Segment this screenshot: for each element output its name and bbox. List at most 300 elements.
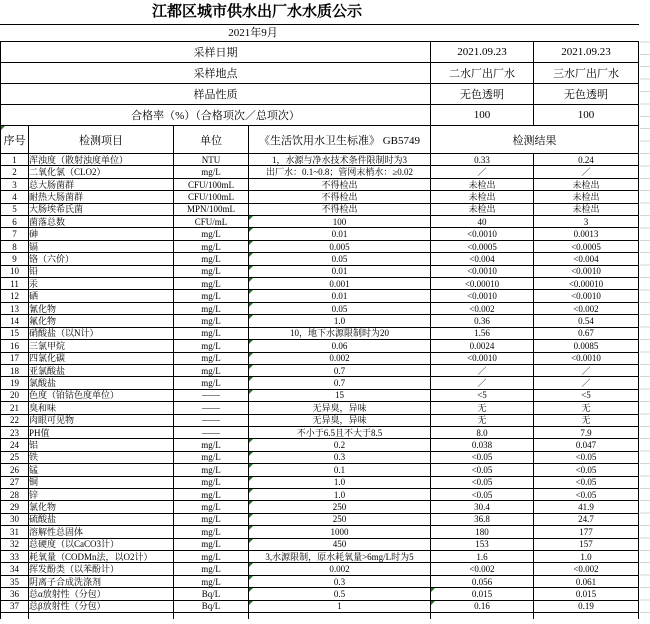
cell-standard[interactable]	[249, 415, 431, 427]
cell-result1[interactable]	[431, 166, 534, 178]
cell-text: mg/L	[201, 452, 221, 463]
cell-item[interactable]	[29, 526, 174, 538]
cell-standard[interactable]	[249, 514, 431, 526]
cell-no[interactable]	[1, 166, 29, 178]
cell-standard[interactable]	[249, 576, 431, 588]
cell-unit[interactable]	[174, 179, 249, 191]
cell-result1[interactable]	[431, 278, 534, 290]
cell-no[interactable]	[1, 415, 29, 427]
cell-result1[interactable]	[431, 539, 534, 551]
cell-standard[interactable]	[249, 204, 431, 216]
cell-result2[interactable]	[534, 427, 639, 439]
cell-standard[interactable]	[249, 588, 431, 600]
cell-text: 大肠埃希氏菌	[29, 204, 84, 215]
cell-no[interactable]	[1, 377, 29, 389]
cell-result1[interactable]	[431, 204, 534, 216]
cell-unit[interactable]	[174, 501, 249, 513]
cell-no[interactable]	[1, 290, 29, 302]
cell-text: 0.33	[474, 154, 490, 165]
cell-standard[interactable]	[249, 377, 431, 389]
cell-result2[interactable]	[534, 576, 639, 588]
cell-text: <0.05	[575, 477, 597, 488]
cell-result1[interactable]	[431, 464, 534, 476]
cell-result1[interactable]	[431, 353, 534, 365]
cell-no[interactable]	[1, 328, 29, 340]
cell-text: mg/L	[201, 253, 221, 264]
cell-item[interactable]	[29, 390, 174, 402]
cell-unit[interactable]	[174, 601, 249, 613]
info-label-sample-nature[interactable]	[1, 84, 431, 105]
cell-text: <0.0010	[467, 266, 497, 277]
cell-item[interactable]	[29, 328, 174, 340]
cell-unit[interactable]	[174, 166, 249, 178]
cell-unit[interactable]	[174, 154, 249, 166]
table-row	[1, 402, 639, 414]
cell-no[interactable]	[1, 390, 29, 402]
cell-no[interactable]	[1, 154, 29, 166]
page-title: 江都区城市供水出厂水水质公示	[151, 4, 362, 20]
cell-result2[interactable]	[534, 452, 639, 464]
cell-text: 1000	[330, 526, 349, 537]
cell-item[interactable]	[29, 353, 174, 365]
cell-text: 0.015	[471, 588, 493, 599]
cell-standard[interactable]	[249, 290, 431, 302]
cell-no[interactable]	[1, 353, 29, 365]
cell-result2[interactable]	[534, 501, 639, 513]
cell-result1[interactable]	[431, 601, 534, 613]
cell-no[interactable]	[1, 402, 29, 414]
table-row	[1, 514, 639, 526]
cell-result1[interactable]	[431, 551, 534, 563]
info-value-plant3-nature[interactable]	[534, 84, 639, 105]
cell-unit[interactable]	[174, 365, 249, 377]
cell-unit[interactable]	[174, 278, 249, 290]
info-label-sampling-date[interactable]	[1, 42, 431, 63]
cell-result2[interactable]	[534, 551, 639, 563]
cell-item[interactable]	[29, 489, 174, 501]
cell-result1[interactable]	[431, 191, 534, 203]
cell-unit[interactable]	[174, 253, 249, 265]
table-row	[1, 365, 639, 377]
cell-item[interactable]	[29, 179, 174, 191]
cell-result1[interactable]	[431, 340, 534, 352]
cell-no[interactable]	[1, 303, 29, 315]
cell-text: 177	[579, 526, 593, 537]
cell-standard[interactable]	[249, 402, 431, 414]
table-row	[1, 266, 639, 278]
cell-result2[interactable]	[534, 464, 639, 476]
cell-result1[interactable]	[431, 489, 534, 501]
cell-item[interactable]	[29, 501, 174, 513]
col-header-unit[interactable]	[174, 126, 249, 154]
col-header-result[interactable]	[431, 126, 639, 154]
cell-text: 32	[10, 539, 19, 550]
cell-unit[interactable]	[174, 216, 249, 228]
cell-standard[interactable]	[249, 539, 431, 551]
cell-result2[interactable]	[534, 489, 639, 501]
cell-text: 3	[583, 216, 589, 227]
cell-standard[interactable]	[249, 278, 431, 290]
cell-no[interactable]	[1, 464, 29, 476]
cell-unit[interactable]	[174, 539, 249, 551]
cell-standard[interactable]	[249, 427, 431, 439]
cell-text: 250	[332, 502, 347, 513]
cell-standard[interactable]	[249, 601, 431, 613]
cell-text: 硝酸盐（以N计）	[29, 328, 99, 339]
cell-text: <0.05	[471, 464, 493, 475]
cell-no[interactable]	[1, 228, 29, 240]
cell-unit[interactable]	[174, 452, 249, 464]
cell-standard[interactable]	[249, 501, 431, 513]
cell-standard[interactable]	[249, 526, 431, 538]
error-indicator-icon	[249, 216, 253, 220]
cell-unit[interactable]	[174, 328, 249, 340]
cell-item[interactable]	[29, 377, 174, 389]
cell-unit[interactable]	[174, 377, 249, 389]
cell-unit[interactable]	[174, 477, 249, 489]
cell-text: 30.4	[474, 502, 490, 513]
cell-result2[interactable]	[534, 477, 639, 489]
cell-unit[interactable]	[174, 340, 249, 352]
cell-standard[interactable]	[249, 439, 431, 451]
cell-text: <0.05	[471, 452, 493, 463]
cell-unit[interactable]	[174, 266, 249, 278]
cell-unit[interactable]	[174, 315, 249, 327]
cell-item[interactable]	[29, 365, 174, 377]
info-value-plant3-date[interactable]	[534, 42, 639, 63]
cell-standard[interactable]	[249, 228, 431, 240]
cell-item[interactable]	[29, 303, 174, 315]
cell-result1[interactable]	[431, 377, 534, 389]
cell-result2[interactable]	[534, 526, 639, 538]
cell-standard[interactable]	[249, 452, 431, 464]
cell-item[interactable]	[29, 477, 174, 489]
cell-text: 三氯甲烷	[29, 340, 66, 351]
cell-result1[interactable]	[431, 315, 534, 327]
cell-result1[interactable]	[431, 452, 534, 464]
cell-result1[interactable]	[431, 563, 534, 575]
info-value-plant2-site[interactable]	[431, 63, 534, 84]
cell-result2[interactable]	[534, 154, 639, 166]
cell-no[interactable]	[1, 601, 29, 613]
cell-result1[interactable]	[431, 266, 534, 278]
cell-text: 10	[10, 266, 19, 277]
cell-standard[interactable]	[249, 154, 431, 166]
cell-result2[interactable]	[534, 266, 639, 278]
cell-result2[interactable]	[534, 253, 639, 265]
cell-unit[interactable]	[174, 526, 249, 538]
info-label-pass-rate[interactable]	[1, 105, 431, 126]
cell-result1[interactable]	[431, 253, 534, 265]
cell-no[interactable]	[1, 241, 29, 253]
cell-no[interactable]	[1, 365, 29, 377]
cell-result2[interactable]	[534, 340, 639, 352]
cell-result2[interactable]	[534, 377, 639, 389]
cell-unit[interactable]	[174, 588, 249, 600]
cell-item[interactable]	[29, 315, 174, 327]
cell-result1[interactable]	[431, 179, 534, 191]
cell-item[interactable]	[29, 464, 174, 476]
table-row	[1, 601, 639, 613]
cell-text: 2	[12, 167, 17, 178]
cell-standard[interactable]	[249, 563, 431, 575]
cell-item[interactable]	[29, 290, 174, 302]
cell-result1[interactable]	[431, 501, 534, 513]
cell-unit[interactable]	[174, 427, 249, 439]
cell-item[interactable]	[29, 154, 174, 166]
cell-no[interactable]	[1, 489, 29, 501]
cell-item[interactable]	[29, 191, 174, 203]
cell-no[interactable]	[1, 340, 29, 352]
cell-text: ／	[581, 167, 591, 178]
cell-result2[interactable]	[534, 290, 639, 302]
cell-text: <0.0005	[571, 241, 601, 252]
cell-result2[interactable]	[534, 315, 639, 327]
cell-result2[interactable]	[534, 303, 639, 315]
cell-standard[interactable]	[249, 390, 431, 402]
cell-text: ／	[581, 378, 591, 389]
cell-item[interactable]	[29, 253, 174, 265]
cell-standard[interactable]	[249, 477, 431, 489]
cell-text: 0.67	[578, 328, 594, 339]
cell-result2[interactable]	[534, 228, 639, 240]
cell-item[interactable]	[29, 514, 174, 526]
cell-result2[interactable]	[534, 539, 639, 551]
cell-item[interactable]	[29, 588, 174, 600]
cell-text: 1	[12, 154, 17, 165]
cell-no[interactable]	[1, 501, 29, 513]
cell-item[interactable]	[29, 439, 174, 451]
info-value-plant2-pass-rate[interactable]	[431, 105, 534, 126]
cell-no[interactable]	[1, 563, 29, 575]
cell-result2[interactable]	[534, 514, 639, 526]
cell-item[interactable]	[29, 204, 174, 216]
cell-text: 40	[477, 216, 487, 227]
col-header-item[interactable]	[29, 126, 174, 154]
cell-result1[interactable]	[431, 216, 534, 228]
cell-result2[interactable]	[534, 601, 639, 613]
cell-standard[interactable]	[249, 191, 431, 203]
cell-result1[interactable]	[431, 154, 534, 166]
cell-no[interactable]	[1, 514, 29, 526]
cell-standard[interactable]	[249, 353, 431, 365]
cell-unit[interactable]	[174, 514, 249, 526]
cell-no[interactable]	[1, 576, 29, 588]
cell-text: mg/L	[201, 266, 221, 277]
cell-standard[interactable]	[249, 365, 431, 377]
cell-result2[interactable]	[534, 241, 639, 253]
cell-item[interactable]	[29, 427, 174, 439]
info-value-plant2-nature[interactable]	[431, 84, 534, 105]
cell-unit[interactable]	[174, 489, 249, 501]
cell-result2[interactable]	[534, 166, 639, 178]
cell-text: 0.0085	[573, 340, 599, 351]
cell-text: 0.038	[471, 440, 493, 451]
cell-no[interactable]	[1, 253, 29, 265]
cell-text: 0.05	[331, 253, 348, 264]
info-value-plant3-pass-rate[interactable]	[534, 105, 639, 126]
cell-text: 氟化物	[29, 315, 57, 326]
cell-item[interactable]	[29, 228, 174, 240]
cell-result2[interactable]	[534, 402, 639, 414]
cell-standard[interactable]	[249, 179, 431, 191]
cell-text: 37	[10, 601, 19, 612]
cell-unit[interactable]	[174, 390, 249, 402]
cell-text: <0.002	[573, 564, 599, 575]
cell-result1[interactable]	[431, 514, 534, 526]
cell-standard[interactable]	[249, 303, 431, 315]
cell-no[interactable]	[1, 551, 29, 563]
cell-result1[interactable]	[431, 303, 534, 315]
cell-standard[interactable]	[249, 489, 431, 501]
cell-no[interactable]	[1, 452, 29, 464]
col-header-standard[interactable]	[249, 126, 431, 154]
cell-item[interactable]	[29, 563, 174, 575]
cell-text: 不得检出	[321, 179, 358, 190]
cell-unit[interactable]	[174, 204, 249, 216]
cell-text: mg/L	[201, 328, 221, 339]
cell-no[interactable]	[1, 278, 29, 290]
cell-result2[interactable]	[534, 204, 639, 216]
cell-item[interactable]	[29, 340, 174, 352]
error-indicator-icon	[249, 464, 253, 468]
cell-text: 8.0	[476, 427, 488, 438]
cell-unit[interactable]	[174, 551, 249, 563]
cell-no[interactable]	[1, 191, 29, 203]
cell-item[interactable]	[29, 241, 174, 253]
cell-result1[interactable]	[431, 402, 534, 414]
cell-result1[interactable]	[431, 290, 534, 302]
cell-result2[interactable]	[534, 278, 639, 290]
cell-text: 100	[473, 109, 491, 121]
cell-text: Bq/L	[201, 601, 221, 612]
cell-unit[interactable]	[174, 415, 249, 427]
cell-text: 25	[10, 452, 19, 463]
cell-text: 4	[12, 191, 17, 202]
cell-result2[interactable]	[534, 179, 639, 191]
cell-text: 菌落总数	[29, 216, 66, 227]
info-value-plant2-date[interactable]	[431, 42, 534, 63]
cell-item[interactable]	[29, 278, 174, 290]
cell-result1[interactable]	[431, 439, 534, 451]
cell-item[interactable]	[29, 452, 174, 464]
cell-result2[interactable]	[534, 415, 639, 427]
cell-result1[interactable]	[431, 365, 534, 377]
cell-unit[interactable]	[174, 563, 249, 575]
cell-result1[interactable]	[431, 477, 534, 489]
cell-text: 26	[10, 464, 19, 475]
cell-result1[interactable]	[431, 415, 534, 427]
cell-standard[interactable]	[249, 253, 431, 265]
cell-item[interactable]	[29, 539, 174, 551]
error-indicator-icon	[431, 588, 435, 592]
cell-unit[interactable]	[174, 241, 249, 253]
cell-unit[interactable]	[174, 290, 249, 302]
cell-result2[interactable]	[534, 328, 639, 340]
cell-unit[interactable]	[174, 191, 249, 203]
cell-result1[interactable]	[431, 576, 534, 588]
cell-unit[interactable]	[174, 402, 249, 414]
table-row	[1, 390, 639, 402]
cell-result1[interactable]	[431, 328, 534, 340]
cell-no[interactable]	[1, 315, 29, 327]
cell-no[interactable]	[1, 526, 29, 538]
cell-no[interactable]	[1, 439, 29, 451]
cell-result2[interactable]	[534, 353, 639, 365]
cell-no[interactable]	[1, 216, 29, 228]
cell-standard[interactable]	[249, 551, 431, 563]
cell-item[interactable]	[29, 402, 174, 414]
cell-result2[interactable]	[534, 216, 639, 228]
cell-unit[interactable]	[174, 303, 249, 315]
info-label-sampling-site[interactable]	[1, 63, 431, 84]
cell-standard[interactable]	[249, 315, 431, 327]
cell-result2[interactable]	[534, 365, 639, 377]
cell-unit[interactable]	[174, 576, 249, 588]
cell-unit[interactable]	[174, 464, 249, 476]
cell-result2[interactable]	[534, 563, 639, 575]
cell-standard[interactable]	[249, 328, 431, 340]
table-row	[1, 278, 639, 290]
cell-standard[interactable]	[249, 340, 431, 352]
cell-item[interactable]	[29, 551, 174, 563]
cell-result2[interactable]	[534, 390, 639, 402]
cell-text: <5	[477, 390, 487, 401]
cell-standard[interactable]	[249, 216, 431, 228]
cell-no[interactable]	[1, 204, 29, 216]
cell-unit[interactable]	[174, 439, 249, 451]
cell-item[interactable]	[29, 415, 174, 427]
col-header-no[interactable]	[1, 126, 29, 154]
cell-no[interactable]	[1, 179, 29, 191]
cell-unit[interactable]	[174, 353, 249, 365]
cell-result1[interactable]	[431, 241, 534, 253]
cell-standard[interactable]	[249, 464, 431, 476]
cell-standard[interactable]	[249, 166, 431, 178]
error-indicator-icon	[249, 266, 253, 270]
cell-result1[interactable]	[431, 526, 534, 538]
cell-text: 总β放射性（分包）	[29, 601, 106, 612]
cell-text: 0.3	[333, 452, 346, 463]
cell-no[interactable]	[1, 588, 29, 600]
cell-text: 未检出	[468, 204, 496, 215]
cell-text: 157	[579, 539, 593, 550]
cell-no[interactable]	[1, 539, 29, 551]
cell-standard[interactable]	[249, 241, 431, 253]
cell-no[interactable]	[1, 477, 29, 489]
cell-text: 氰化物	[29, 303, 57, 314]
cell-result1[interactable]	[431, 390, 534, 402]
cell-result2[interactable]	[534, 588, 639, 600]
cell-item[interactable]	[29, 266, 174, 278]
cell-result2[interactable]	[534, 191, 639, 203]
info-value-plant3-site[interactable]	[534, 63, 639, 84]
cell-result2[interactable]	[534, 439, 639, 451]
cell-item[interactable]	[29, 601, 174, 613]
cell-standard[interactable]	[249, 266, 431, 278]
cell-item[interactable]	[29, 576, 174, 588]
cell-item[interactable]	[29, 166, 174, 178]
cell-no[interactable]	[1, 427, 29, 439]
cell-result1[interactable]	[431, 588, 534, 600]
cell-text: <0.00010	[464, 278, 500, 289]
cell-result1[interactable]	[431, 427, 534, 439]
table-row	[1, 489, 639, 501]
cell-result1[interactable]	[431, 228, 534, 240]
cell-no[interactable]	[1, 266, 29, 278]
cell-item[interactable]	[29, 216, 174, 228]
cell-unit[interactable]	[174, 228, 249, 240]
